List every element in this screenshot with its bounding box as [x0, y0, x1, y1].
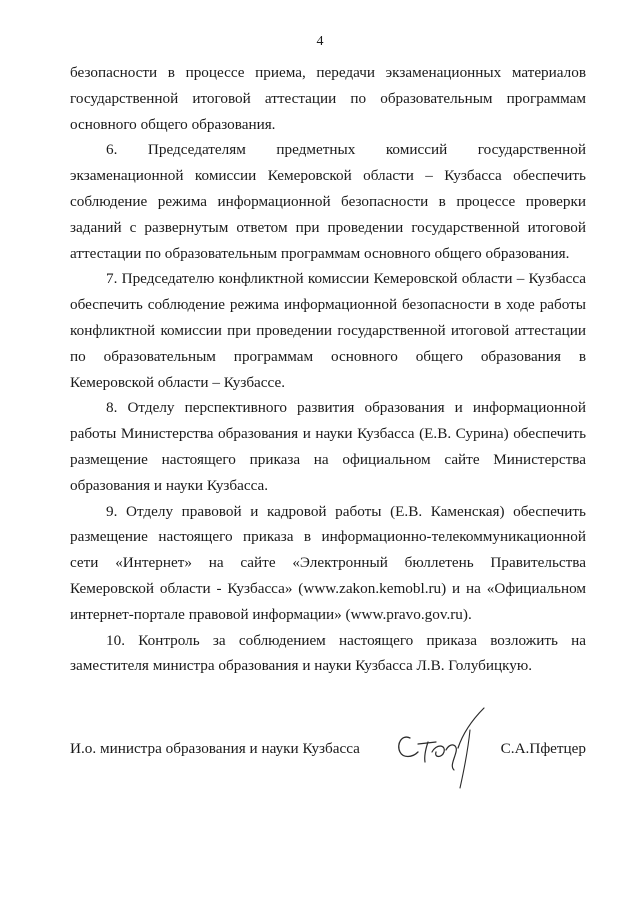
paragraph-item-7: 7. Председателю конфликтной комиссии Кемеровской области – Кузбасса обеспечить соблюдение режима информационной безопасности в ходе работы конфликтной комиссии при проведении государственной итоговой аттестации по образовательным программам основного общего образования в Кемеровской области – Кузбассе. — [70, 270, 586, 391]
signature-block — [70, 740, 586, 770]
paragraph-item-10: 10. Контроль за соблюдением настоящего приказа возложить на заместителя министра образования и науки Кузбасса Л.В. Голубицкую. — [70, 631, 586, 675]
paragraph-item-8: 8. Отделу перспективного развития образования и информационной работы Министерства образования и науки Кузбасса (Е.В. Сурина) обеспечить размещение настоящего приказа на официальном сайте Министерства образования и науки Кузбасса. — [70, 399, 586, 494]
signatory-name: С.А.Пфетцер — [500, 740, 586, 757]
paragraph-item-6: 6. Председателям предметных комиссий государственной экзаменационной комиссии Кемеровской области – Кузбасса обеспечить соблюдение режима информационной безопасности в процессе проверки заданий с развернутым ответом при проведении государственной итоговой аттестации по образовательным программам основного общего образования. — [70, 141, 586, 262]
signatory-title: И.о. министра образования и науки Кузбасса — [70, 740, 360, 757]
page-number: 4 — [316, 34, 324, 49]
paragraph-item-9: 9. Отделу правовой и кадровой работы (Е.В. Каменская) обеспечить размещение настоящего приказа в информационно-телекоммуникационной сети «Интернет» на сайте «Электронный бюллетень Правительства Кемеровской области - Кузбасса» (www.zakon.kemobl.ru) и на «Официальном интернет-портале правовой информации» (www.pravo.gov.ru). — [70, 502, 586, 623]
document-body — [70, 60, 586, 679]
paragraph-continuation: безопасности в процессе приема, передачи экзаменационных материалов государственной итоговой аттестации по образовательным программам основного общего образования. — [70, 64, 586, 133]
handwritten-signature-icon — [388, 700, 498, 792]
